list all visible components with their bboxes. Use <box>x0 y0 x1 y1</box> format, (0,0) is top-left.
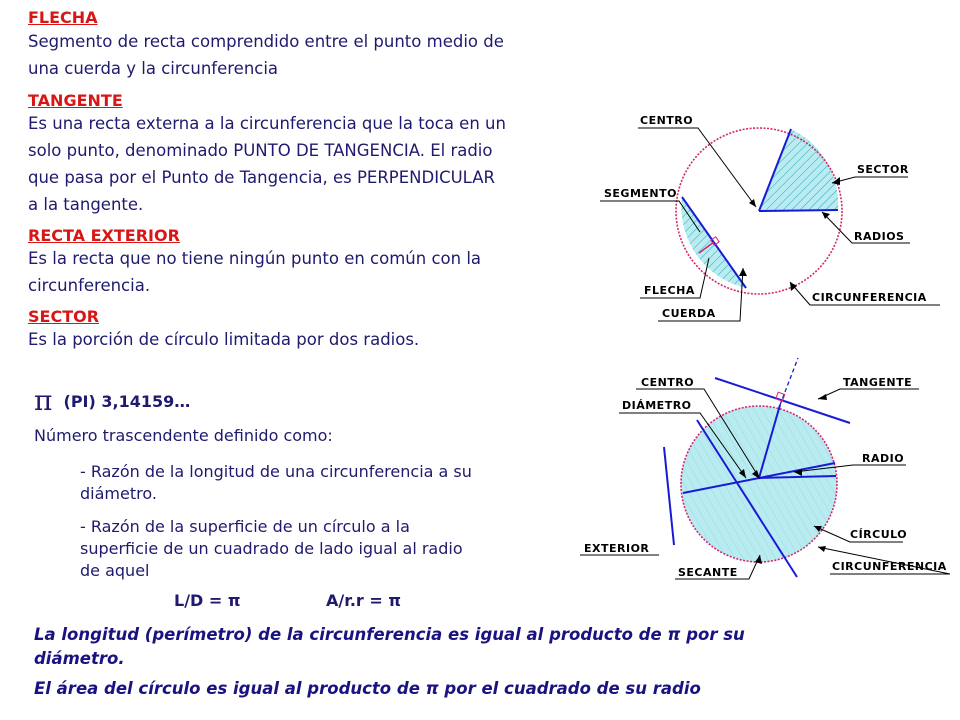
tangente-line-4: a la tangente. <box>28 195 144 214</box>
arrow-radios <box>822 212 830 219</box>
pi-bullet-2-line-1: - Razón de la superficie de un círculo a la <box>80 517 410 536</box>
label-flecha: FLECHA <box>644 284 695 297</box>
label-radios: RADIOS <box>854 230 905 243</box>
label-segmento: SEGMENTO <box>604 187 677 200</box>
pi-bullet-2-line-3: de aquel <box>80 561 150 580</box>
label-diametro: DIÁMETRO <box>622 399 692 412</box>
formula-length: L/D = π <box>174 591 241 610</box>
arrow-circunferencia-1 <box>790 282 797 291</box>
pi-definition: Número trascendente definido como: <box>34 426 333 445</box>
heading-tangente: TANGENTE <box>28 91 123 110</box>
label-secante: SECANTE <box>678 566 738 579</box>
arrow-cuerda <box>739 268 747 276</box>
exterior-line <box>664 447 674 545</box>
label-circunferencia-2: CIRCUNFERENCIA <box>832 560 947 573</box>
conclusion-line-3: El área del círculo es igual al producto de π por el cuadrado de su radio <box>34 679 701 698</box>
label-centro-2: CENTRO <box>641 376 695 389</box>
radius-extension <box>780 358 798 405</box>
tangente-line-2: solo punto, denominado PUNTO DE TANGENCIA. El radio <box>28 141 493 160</box>
label-sector: SECTOR <box>857 163 909 176</box>
pi-symbol: π <box>34 384 53 417</box>
circle-2 <box>681 406 837 562</box>
label-circunferencia-1: CIRCUNFERENCIA <box>812 291 927 304</box>
pi-title: (PI) 3,14159… <box>63 392 191 411</box>
arrow-circunferencia-2 <box>818 546 826 552</box>
heading-sector: SECTOR <box>28 307 100 326</box>
tangente-line-1: Es una recta externa a la circunferencia que la toca en un <box>28 114 506 133</box>
conclusion-line-1: La longitud (perímetro) de la circunferencia es igual al producto de π por su <box>34 625 745 644</box>
heading-flecha: FLECHA <box>28 8 98 27</box>
label-centro-1: CENTRO <box>640 114 694 127</box>
arrow-centro-1 <box>749 199 756 207</box>
pi-bullet-1-line-1: - Razón de la longitud de una circunferencia a su <box>80 462 472 481</box>
conclusion-line-2: diámetro. <box>34 649 125 668</box>
heading-recta-exterior: RECTA EXTERIOR <box>28 226 180 245</box>
sector-line-1: Es la porción de círculo limitada por dos radios. <box>28 330 420 349</box>
flecha-line-2: una cuerda y la circunferencia <box>28 59 279 78</box>
label-cuerda: CUERDA <box>662 307 716 320</box>
arrow-tangente <box>818 394 827 400</box>
recta-exterior-line-1: Es la recta que no tiene ningún punto en común con la <box>28 249 482 268</box>
recta-exterior-line-2: circunferencia. <box>28 276 151 295</box>
radius-2 <box>759 210 838 211</box>
tangente-line-3: que pasa por el Punto de Tangencia, es PERPENDICULAR <box>28 168 495 187</box>
label-radio: RADIO <box>862 452 905 465</box>
label-exterior: EXTERIOR <box>584 542 650 555</box>
formula-area: A/r.r = π <box>326 591 402 610</box>
pi-bullet-1-line-2: diámetro. <box>80 484 157 503</box>
flecha-line-1: Segmento de recta comprendido entre el punto medio de <box>28 32 504 51</box>
sector-region <box>759 129 838 211</box>
label-circulo: CÍRCULO <box>850 528 908 541</box>
label-tangente: TANGENTE <box>843 376 913 389</box>
pi-bullet-2-line-2: superficie de un cuadrado de lado igual al radio <box>80 539 463 558</box>
